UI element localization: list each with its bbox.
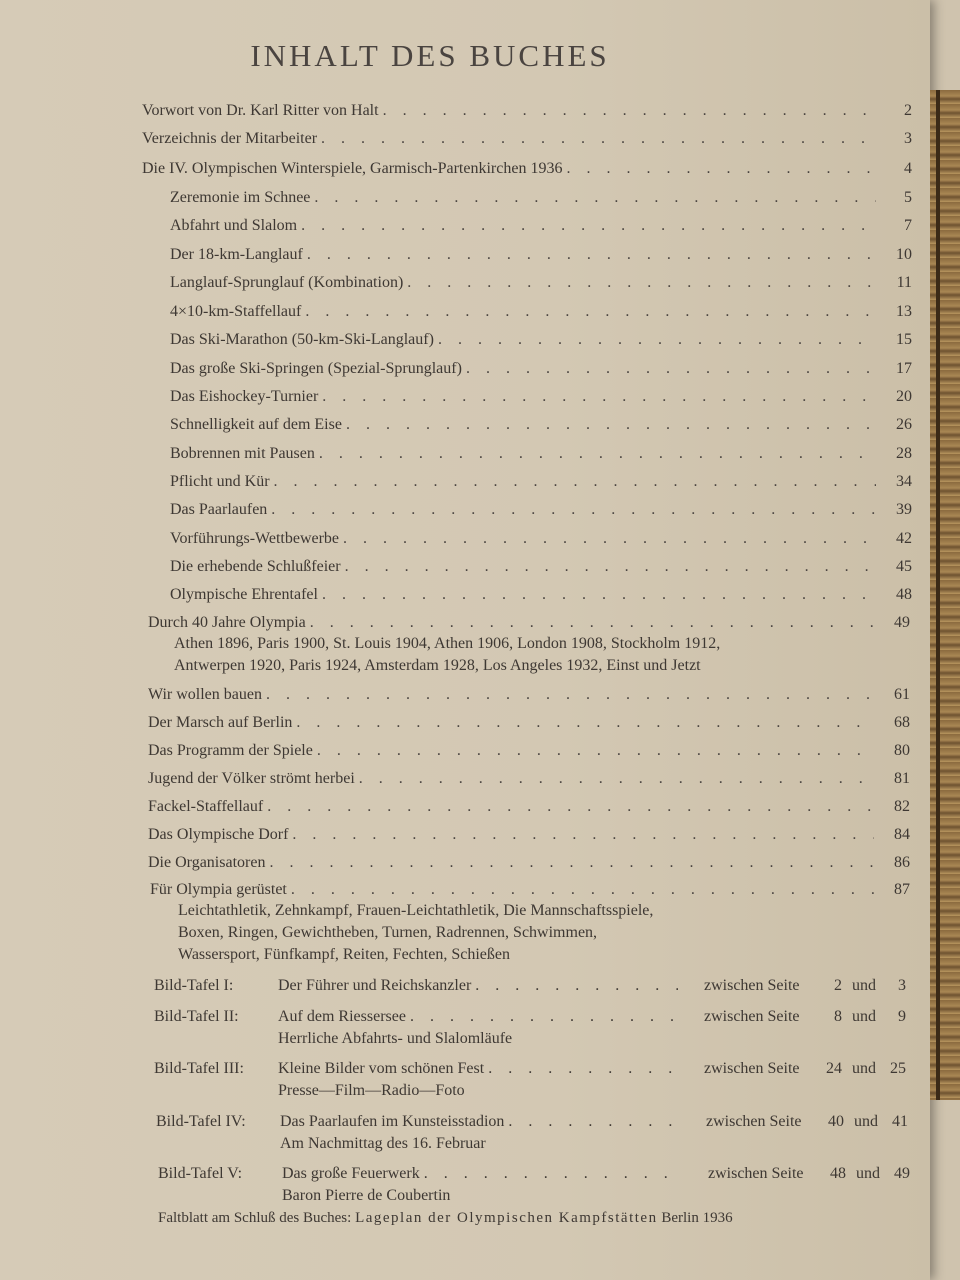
plate-und: und [856, 1165, 880, 1182]
toc-subentry: Zeremonie im Schnee . . . 5 [170, 187, 912, 209]
foldout-title: Lageplan der Olympischen Kampfstätten [355, 1210, 658, 1226]
toc-subentry: Olympische Ehrentafel . . . 48 [170, 584, 912, 606]
toc-subentry: 4×10-km-Staffellauf . . . 13 [170, 301, 912, 323]
foldout-note [158, 1210, 733, 1227]
toc-entry-subline: Wassersport, Fünfkampf, Reiten, Fechten, Schießen [178, 946, 510, 963]
toc-entry: Die IV. Olympischen Winterspiele, Garmisch-Partenkirchen 1936 . . . 4 [142, 158, 912, 180]
plate-label: Bild-Tafel II: [154, 1008, 239, 1025]
toc-entry: Fackel-Staffellauf . . . 82 [148, 796, 910, 818]
toc-subentry: Bobrennen mit Pausen . . . 28 [170, 443, 912, 465]
toc-subentry: Die erhebende Schlußfeier . . . 45 [170, 556, 912, 578]
foldout-suffix: Berlin 1936 [661, 1210, 733, 1226]
toc-subentry: Das Paarlaufen . . . 39 [170, 499, 912, 521]
plate-page-to: 25 [890, 1060, 906, 1077]
plate-page-from: 48 [830, 1165, 846, 1182]
plate-page-from: 8 [834, 1008, 842, 1025]
plate-page-from: 2 [834, 977, 842, 994]
book-binding-edge [930, 90, 960, 1100]
plate-page-to: 3 [898, 977, 906, 994]
plate-subtitle: Am Nachmittag des 16. Februar [280, 1135, 486, 1152]
plate-title: Auf dem Riessersee [278, 1008, 406, 1025]
toc-subentry: Der 18-km-Langlauf . . . 10 [170, 244, 912, 266]
plate-subtitle: Herrliche Abfahrts- und Slalomläufe [278, 1030, 513, 1047]
toc-subentry: Vorführungs-Wettbewerbe . . . 42 [170, 528, 912, 550]
toc-entry-subline: Boxen, Ringen, Gewichtheben, Turnen, Radrennen, Schwimmen, [178, 924, 598, 941]
toc-entry-subline: Antwerpen 1920, Paris 1924, Amsterdam 1928, Los Angeles 1932, Einst und Jetzt [174, 657, 701, 674]
toc-entry: Vorwort von Dr. Karl Ritter von Halt . . . 2 [142, 100, 912, 122]
plate-label: Bild-Tafel III: [154, 1060, 244, 1077]
toc-subentry: Das Ski-Marathon (50-km-Ski-Langlauf) . . . 15 [170, 329, 912, 351]
plate-title: Das Paarlaufen im Kunsteisstadion [280, 1113, 505, 1130]
toc-entry: Verzeichnis der Mitarbeiter . . . 3 [142, 128, 912, 150]
page-title: INHALT DES BUCHES [250, 38, 610, 73]
toc-entry-subline: Leichtathletik, Zehnkampf, Frauen-Leichtathletik, Die Mannschaftsspiele, [178, 902, 654, 919]
plate-page-to: 9 [898, 1008, 906, 1025]
toc-subentry: Das große Ski-Springen (Spezial-Sprunglauf) . . . 17 [170, 358, 912, 380]
plate-subtitle: Baron Pierre de Coubertin [282, 1187, 451, 1204]
plate-between: zwischen Seite [704, 1008, 800, 1025]
toc-entry: Wir wollen bauen . . . 61 [148, 684, 910, 706]
plate-page-to: 41 [892, 1113, 908, 1130]
plate-title: Kleine Bilder vom schönen Fest [278, 1060, 485, 1077]
plate-label: Bild-Tafel I: [154, 977, 234, 994]
plate-title: Der Führer und Reichskanzler [278, 977, 472, 994]
plate-between: zwischen Seite [708, 1165, 804, 1182]
toc-entry: Die Organisatoren . . . 86 [148, 852, 910, 874]
plate-label: Bild-Tafel V: [158, 1165, 243, 1182]
plate-page-to: 49 [894, 1165, 910, 1182]
toc-subentry: Langlauf-Sprunglauf (Kombination) . . . 11 [170, 272, 912, 294]
plate-und: und [852, 1060, 876, 1077]
toc-entry: Das Olympische Dorf . . . 84 [148, 824, 910, 846]
plate-label: Bild-Tafel IV: [156, 1113, 246, 1130]
toc-subentry: Das Eishockey-Turnier . . . 20 [170, 386, 912, 408]
plate-und: und [852, 1008, 876, 1025]
toc-subentry: Pflicht und Kür . . . 34 [170, 471, 912, 493]
toc-subentry: Abfahrt und Slalom . . . 7 [170, 215, 912, 237]
plate-between: zwischen Seite [704, 1060, 800, 1077]
toc-entry: Das Programm der Spiele . . . 80 [148, 740, 910, 762]
plate-und: und [854, 1113, 878, 1130]
toc-entry-subline: Athen 1896, Paris 1900, St. Louis 1904, Athen 1906, London 1908, Stockholm 1912, [174, 635, 721, 652]
toc-entry: Der Marsch auf Berlin . . . 68 [148, 712, 910, 734]
plate-between: zwischen Seite [706, 1113, 802, 1130]
plate-between: zwischen Seite [704, 977, 800, 994]
plate-und: und [852, 977, 876, 994]
plate-subtitle: Presse—Film—Radio—Foto [278, 1082, 465, 1099]
foldout-prefix: Faltblatt am Schluß des Buches: [158, 1210, 352, 1226]
plate-title: Das große Feuerwerk [282, 1165, 420, 1182]
plate-page-from: 40 [828, 1113, 844, 1130]
toc-entry: Für Olympia gerüstet . . . 87 [150, 879, 910, 901]
plate-page-from: 24 [826, 1060, 842, 1077]
toc-subentry: Schnelligkeit auf dem Eise . . . 26 [170, 414, 912, 436]
toc-entry: Durch 40 Jahre Olympia . . . 49 [148, 612, 910, 634]
toc-entry: Jugend der Völker strömt herbei . . . 81 [148, 768, 910, 790]
